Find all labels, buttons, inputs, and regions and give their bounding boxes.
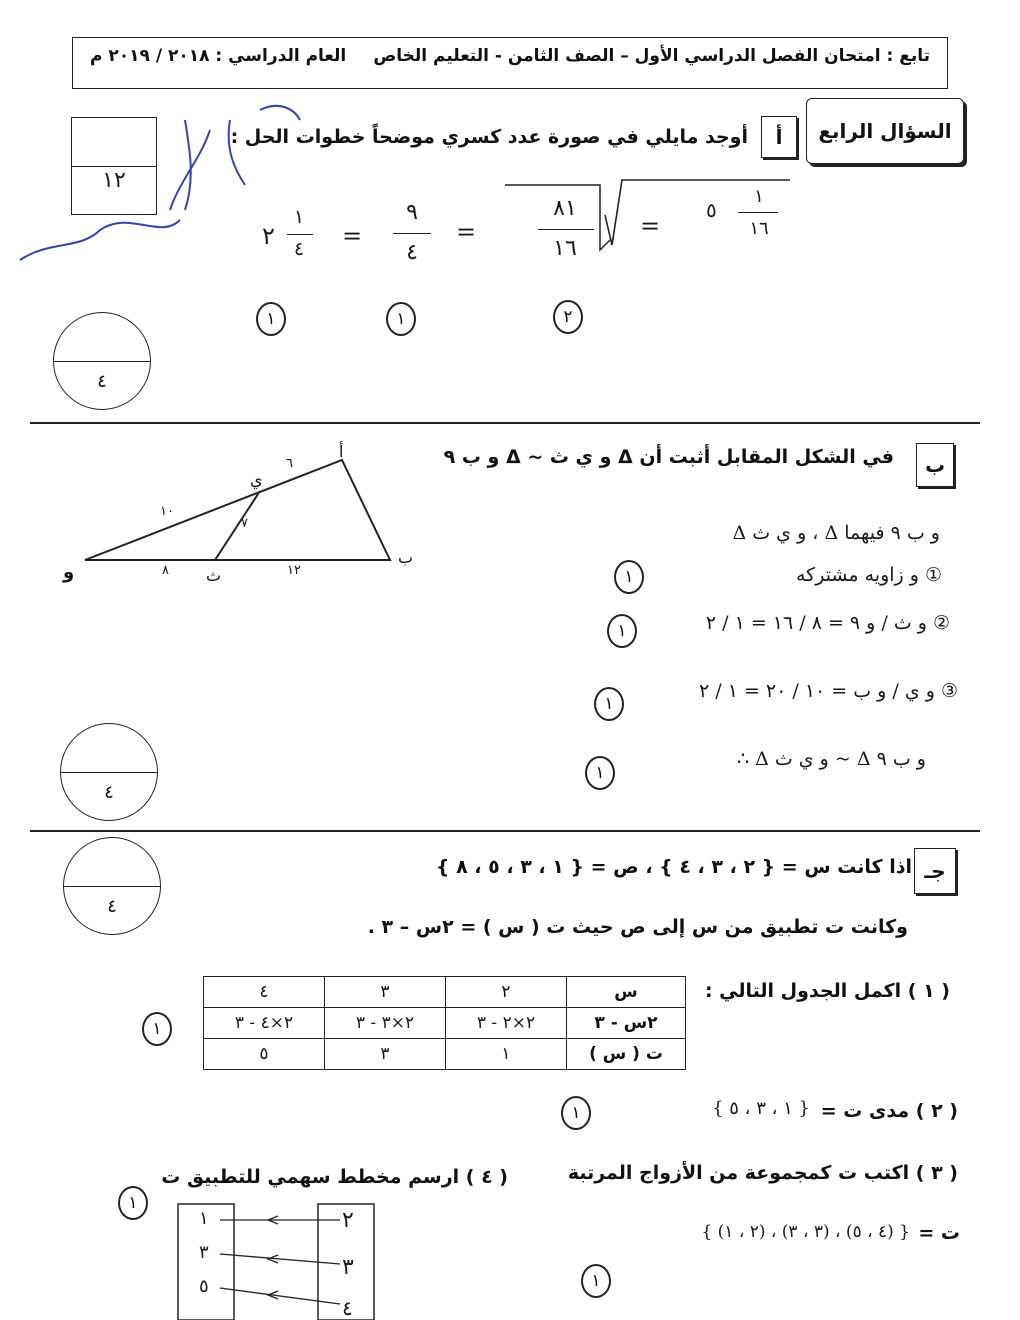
- vertex-th: ث: [206, 566, 222, 585]
- length-ay: ٦: [286, 456, 293, 471]
- header: [90, 46, 930, 66]
- mark-b-1: ١: [614, 560, 644, 594]
- mark-c-1: ١: [142, 1012, 172, 1046]
- score-circle-a-value: ٤: [97, 371, 107, 392]
- step1-den: ١٦: [553, 236, 577, 261]
- mapping-table: [203, 976, 686, 1070]
- answer-b-line-2: ① و زاويه مشتركه: [795, 564, 942, 586]
- question-title: السؤال الرابع: [806, 98, 964, 164]
- answer-b-line-4: ③ و ي / و ب = ١٠ / ٢٠ = ١ / ٢: [699, 680, 958, 702]
- answer-b-line-1: Δ و ي ث ، Δ و ب ٩ فيهما: [732, 522, 940, 544]
- table-row-header: ٢س - ٣: [567, 1008, 686, 1039]
- part-a-prompt: أوجد مايلي في صورة عدد كسري موضحاً خطوات الحل :: [230, 126, 748, 148]
- score-circle-c: [63, 837, 161, 935]
- academic-year: العام الدراسي : ٢٠١٨ / ٢٠١٩ م: [90, 46, 347, 66]
- step1-num: ٨١: [553, 196, 577, 221]
- vertex-w: و: [63, 562, 75, 583]
- score-circle-b-value: ٤: [104, 782, 114, 803]
- radicand-num: ١: [754, 186, 764, 207]
- codomain-3: ٣: [199, 1242, 209, 1263]
- table-cell: ٣: [325, 1039, 446, 1070]
- mark-a-3: ١: [256, 302, 286, 336]
- mark-b-4: ١: [585, 756, 615, 790]
- mark-c-2: ١: [561, 1096, 591, 1130]
- fraction-bar: [738, 212, 778, 213]
- fraction-bar: [538, 229, 594, 230]
- length-wth: ٨: [162, 563, 169, 578]
- score-circle-a: [53, 312, 151, 410]
- mark-b-3: ١: [594, 687, 624, 721]
- part-c-sub-3: ( ٣ ) اكتب ت كمجموعة من الأزواج المرتبة: [567, 1162, 958, 1184]
- pairs-answer: { (٢ ، ١) ، (٣ ، ٣) ، (٤ ، ٥) }: [701, 1222, 910, 1242]
- table-cell: ٢: [446, 977, 567, 1008]
- exam-title: تابع : امتحان الفصل الدراسي الأول – الصف الثامن - التعليم الخاص: [373, 46, 930, 66]
- vertex-a: أ: [339, 442, 344, 461]
- table-cell: ٢×٤ - ٣: [204, 1008, 325, 1039]
- pairs-prefix: ت =: [918, 1222, 960, 1244]
- length-thb: ١٢: [287, 563, 301, 578]
- radicand-den: ١٦: [749, 218, 769, 239]
- equals-3: =: [342, 222, 363, 250]
- vertex-y: ي: [250, 470, 263, 489]
- result-num: ١: [293, 206, 305, 228]
- table-cell: ١: [446, 1039, 567, 1070]
- equals-2: =: [456, 218, 477, 246]
- codomain-1: ١: [199, 1208, 209, 1229]
- total-score-value: ١٢: [102, 168, 126, 193]
- length-wy: ١٠: [160, 504, 174, 519]
- part-a-label: أ: [761, 116, 797, 158]
- part-c-sub-2: ( ٢ ) مدى ت =: [820, 1100, 958, 1122]
- answer-b-line-5: ∴ Δ و ي ث ~ Δ و ب ٩: [736, 748, 926, 770]
- radicand-whole: ٥: [706, 198, 717, 222]
- length-yth: ٧: [241, 516, 248, 531]
- table-row-header: ت ( س ): [567, 1039, 686, 1070]
- divider-2: [30, 830, 980, 832]
- fraction-bar: [393, 233, 431, 234]
- mark-a-1: ٢: [553, 300, 583, 334]
- domain-2: ٢: [342, 1208, 354, 1233]
- divider-1: [30, 422, 980, 424]
- mark-c-4: ١: [118, 1186, 148, 1220]
- part-c-label: جـ: [914, 848, 956, 894]
- part-c-line-2: وكانت ت تطبيق من س إلى ص حيث ت ( س ) = ٢س – ٣ .: [367, 916, 908, 938]
- domain-3: ٣: [342, 1255, 354, 1280]
- equals-1: =: [640, 212, 661, 240]
- table-cell: ٤: [204, 977, 325, 1008]
- domain-4: ٤: [342, 1296, 353, 1320]
- range-answer: { ١ ، ٣ ، ٥ }: [712, 1098, 810, 1119]
- result-den: ٤: [293, 238, 305, 260]
- table-cell: ٥: [204, 1039, 325, 1070]
- step2-num: ٩: [406, 200, 418, 225]
- part-c-sub-1: ( ١ ) اكمل الجدول التالي :: [704, 980, 950, 1002]
- vertex-b: ب: [398, 548, 414, 567]
- result-whole: ٢: [262, 222, 275, 250]
- codomain-5: ٥: [199, 1276, 209, 1297]
- mark-a-2: ١: [386, 302, 416, 336]
- part-b-label: ب: [916, 443, 954, 487]
- table-cell: ٢×٣ - ٣: [325, 1008, 446, 1039]
- mark-b-2: ١: [607, 614, 637, 648]
- triangle-figure: [60, 440, 430, 590]
- answer-b-line-3: ② و ث / و ٩ = ٨ / ١٦ = ١ / ٢: [705, 612, 950, 634]
- score-circle-b: [60, 723, 158, 821]
- table-cell: ٢×٢ - ٣: [446, 1008, 567, 1039]
- fraction-bar: [287, 234, 313, 235]
- part-b-prompt: في الشكل المقابل أثبت أن Δ و ي ث ~ Δ و ب ٩: [443, 446, 894, 468]
- step2-den: ٤: [406, 240, 418, 265]
- table-cell: ٣: [325, 977, 446, 1008]
- mark-c-3: ١: [581, 1264, 611, 1298]
- part-c-sub-4: ( ٤ ) ارسم مخطط سهمي للتطبيق ت: [161, 1166, 508, 1188]
- score-circle-c-value: ٤: [107, 896, 117, 917]
- part-c-line-1: اذا كانت س = { ٢ ، ٣ ، ٤ } ، ص = { ١ ، ٣ ، ٥ ، ٨ }: [435, 856, 912, 878]
- table-row-header: س: [567, 977, 686, 1008]
